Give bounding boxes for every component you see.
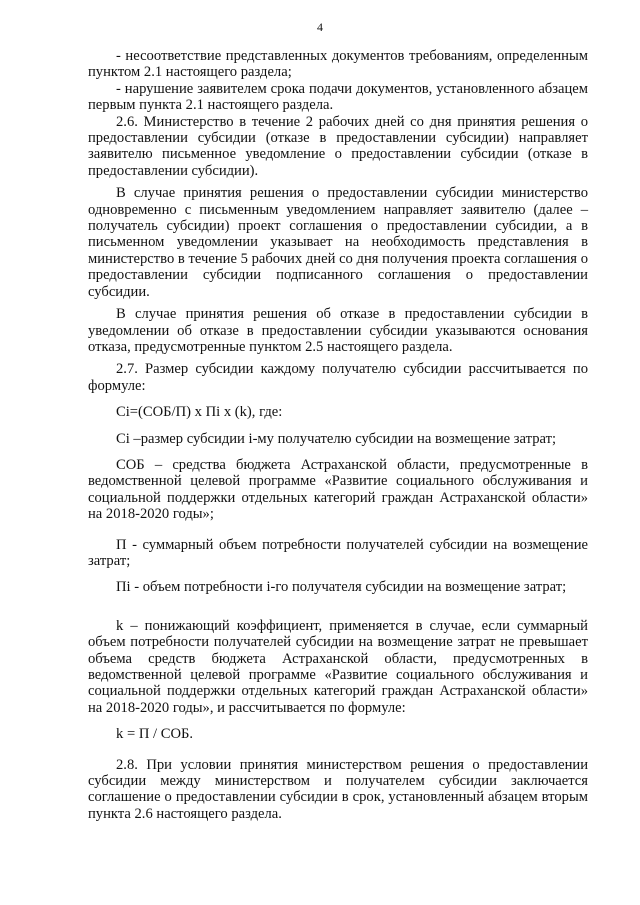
definition-sob: СОБ – средства бюджета Астраханской области, предусмотренные в ведомственной целевой программе «Развитие социального обслуживания и социальной поддержки отдельных категорий граждан Астраханской области» на 2018-2020 годы»; xyxy=(88,456,588,523)
paragraph-2-6: 2.6. Министерство в течение 2 рабочих дней со дня принятия решения о предоставлении субсидии (отказе в предоставлении субсидии) направляет заявителю письменное уведомление о предоставлении субсидии (отказе в предоставлении субсидии). xyxy=(88,113,588,179)
page-number: 4 xyxy=(317,20,323,34)
formula-k: k = П / СОБ. xyxy=(116,726,194,743)
formula-ci: Ci=(СОБ/П) x Пi x (k), где: xyxy=(116,404,283,421)
definition-p: П - суммарный объем потребности получателей субсидии на возмещение затрат; xyxy=(88,536,588,569)
definition-k: k – понижающий коэффициент, применяется в случае, если суммарный объем потребности получателей субсидии на возмещение затрат не превышает объема средств бюджета Астраханской области, предусмотренных в ведомственной целевой программе «Развитие социального обслуживания и социальной поддержки отдельных категорий граждан Астраханской области» на 2018-2020 годы», и рассчитывается по формуле: xyxy=(88,617,588,716)
paragraph-2-7: 2.7. Размер субсидии каждому получателю субсидии рассчитывается по формуле: xyxy=(88,361,588,394)
paragraph-2-8: 2.8. При условии принятия министерством решения о предоставлении субсидии между министерством и получателем субсидии заключается соглашение о предоставлении субсидии в срок, установленный абзацем вторым пункта 2.6 настоящего раздела. xyxy=(88,756,588,822)
paragraph-refusal-case: В случае принятия решения об отказе в предоставлении субсидии в уведомлении об отказе в предоставлении субсидии указываются основания отказа, предусмотренные пунктом 2.5 настоящего раздела. xyxy=(88,306,588,355)
paragraph-item-mismatch: - несоответствие представленных документов требованиям, определенным пунктом 2.1 настоящего раздела; xyxy=(88,48,588,81)
document-body xyxy=(88,48,588,822)
definition-pi: Пi - объем потребности i-го получателя субсидии на возмещение затрат; xyxy=(116,579,567,596)
paragraph-item-deadline: - нарушение заявителем срока подачи документов, установленного абзацем первым пункта 2.1 настоящего раздела. xyxy=(88,80,588,114)
paragraph-approval-case: В случае принятия решения о предоставлении субсидии министерство одновременно с письменным уведомлением направляет заявителю (далее – получатель субсидии) проект соглашения о предоставлении субсидии, а в письменном уведомлении указывает на необходимость представления в министерство в течение 5 рабочих дней со дня получения проекта соглашения о предоставлении субсидии подписанного соглашения о предоставлении субсидии. xyxy=(88,185,588,300)
definition-ci: Ci –размер субсидии i-му получателю субсидии на возмещение затрат; xyxy=(116,430,557,447)
